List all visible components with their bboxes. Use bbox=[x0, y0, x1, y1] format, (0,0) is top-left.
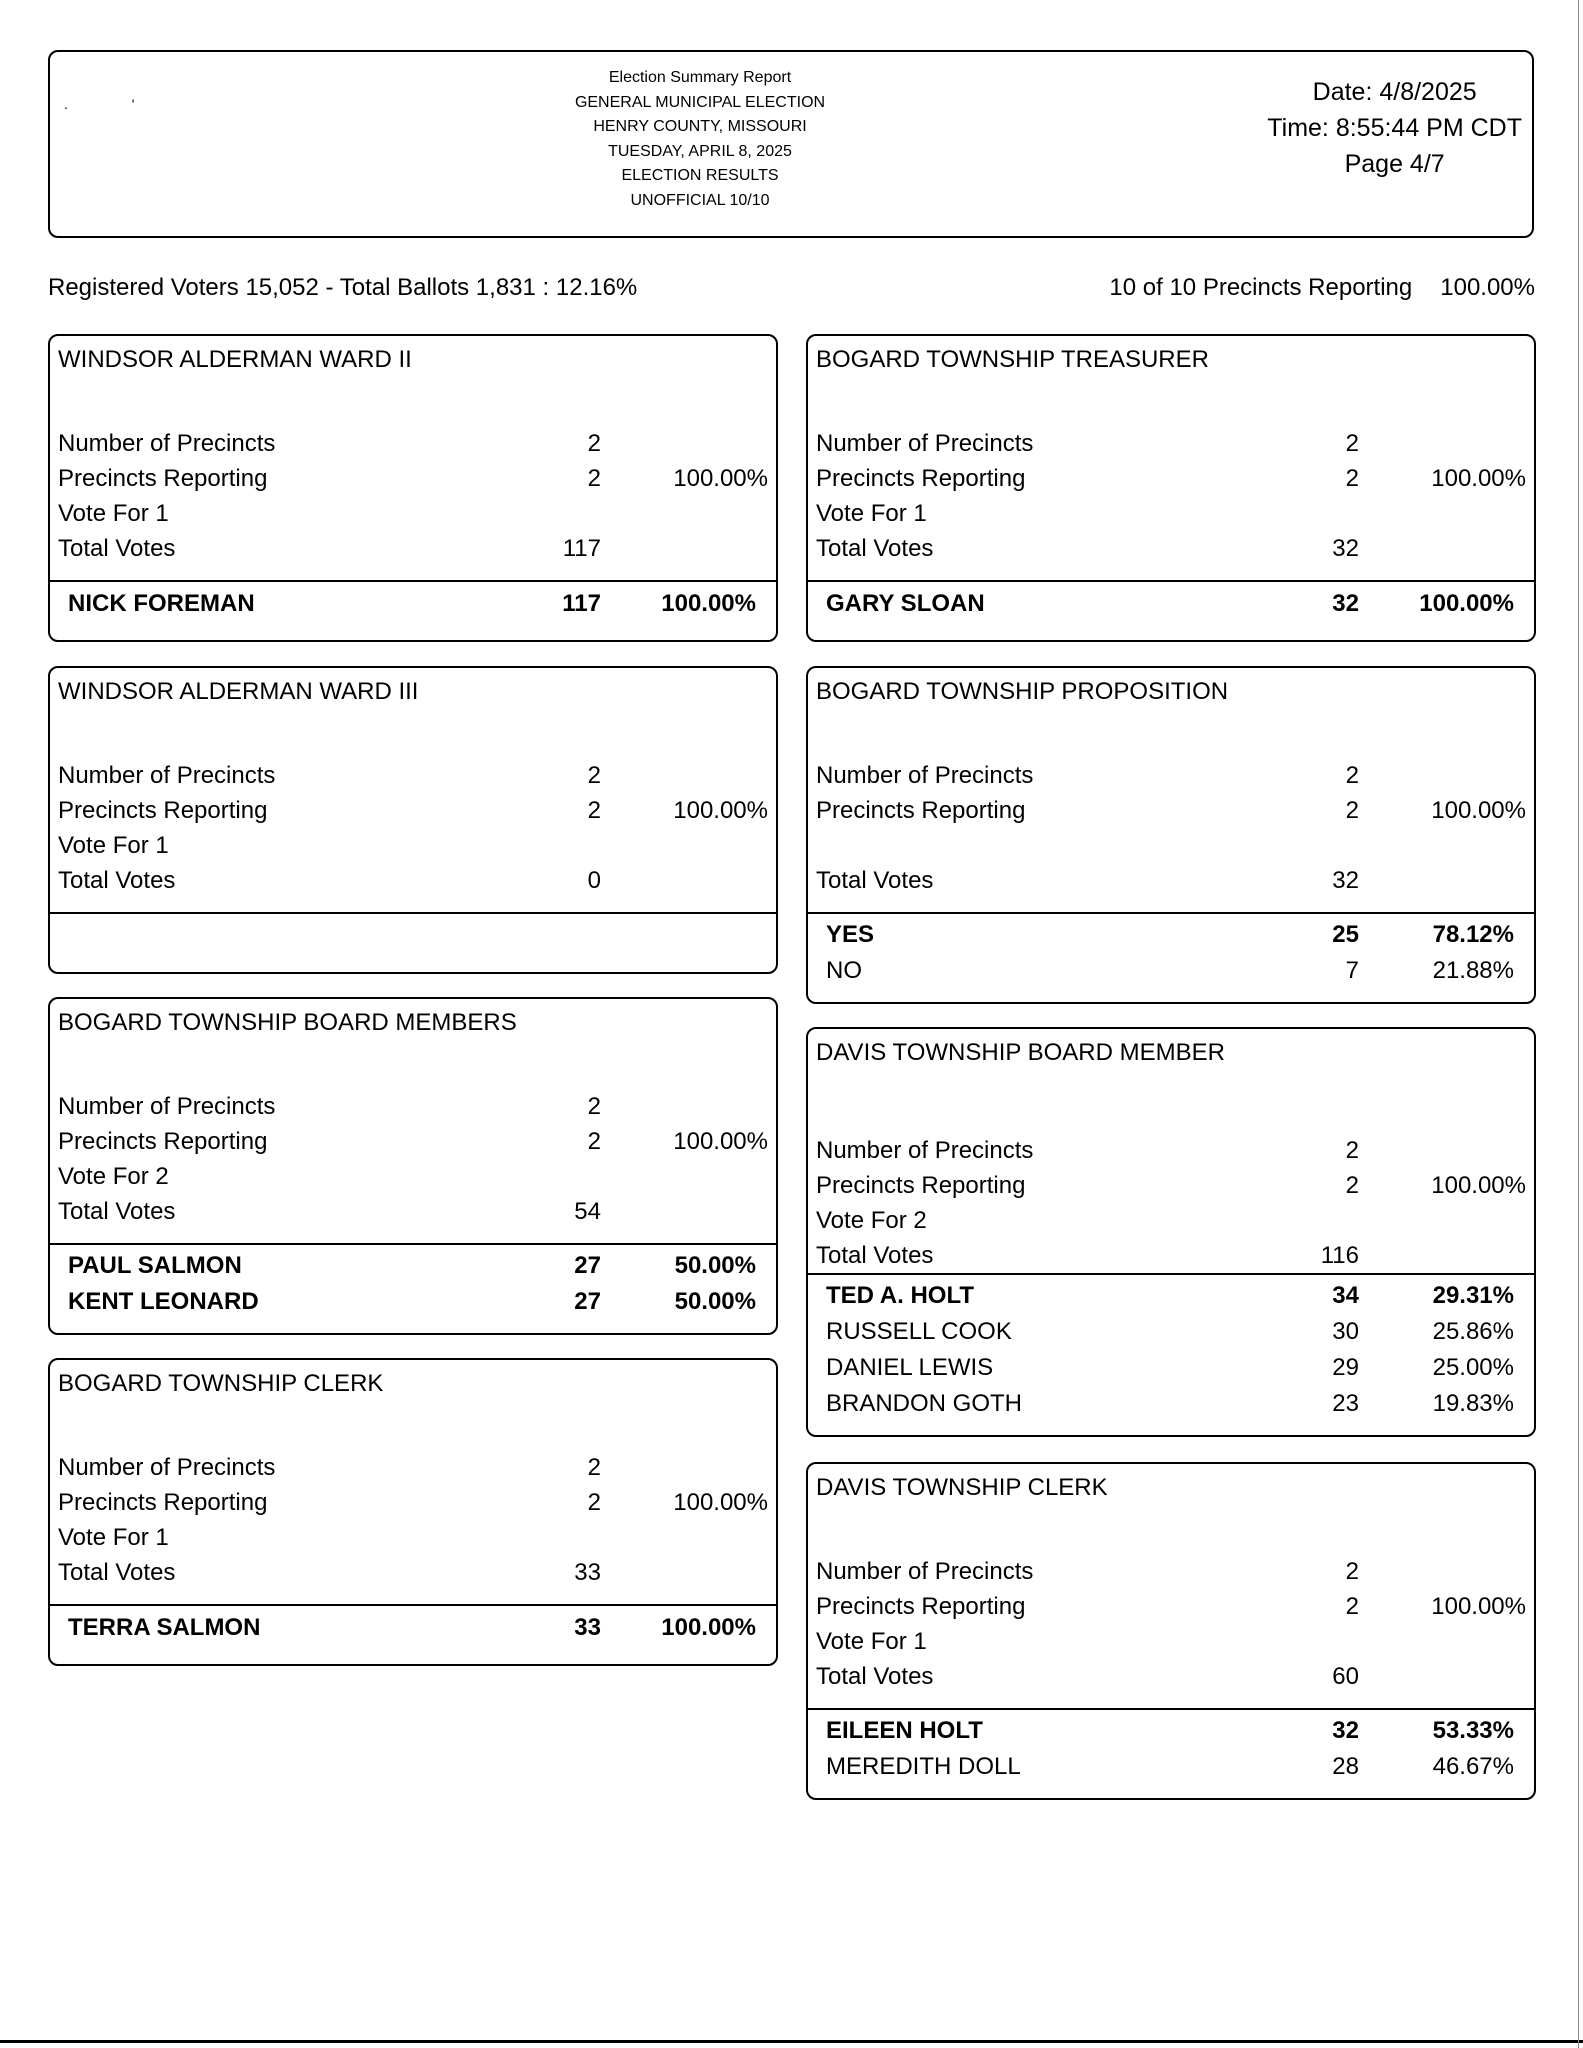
race-title: WINDSOR ALDERMAN WARD III bbox=[58, 678, 419, 705]
race-title: WINDSOR ALDERMAN WARD II bbox=[58, 346, 412, 373]
race-divider bbox=[50, 912, 776, 914]
total-votes-label: Total Votes bbox=[816, 1663, 934, 1690]
num-precincts-label: Number of Precincts bbox=[816, 1558, 1034, 1585]
precincts-reporting-value: 2 bbox=[587, 797, 601, 824]
candidate-row bbox=[50, 1284, 776, 1320]
total-votes-value: 32 bbox=[1332, 535, 1359, 562]
total-votes-row bbox=[808, 1659, 1534, 1694]
total-votes-label: Total Votes bbox=[816, 1242, 934, 1269]
candidate-name: TERRA SALMON bbox=[68, 1614, 261, 1641]
candidate-pct: 25.00% bbox=[1432, 1354, 1514, 1381]
report-title: Election Summary Report bbox=[608, 69, 792, 86]
election-name: GENERAL MUNICIPAL ELECTION bbox=[574, 93, 826, 111]
precincts-reporting-row bbox=[808, 1168, 1534, 1203]
num-precincts-value: 2 bbox=[587, 762, 601, 789]
precincts-reporting-pct: 100.00% bbox=[1431, 1172, 1526, 1199]
race-stats bbox=[808, 1133, 1534, 1273]
total-votes-label: Total Votes bbox=[58, 535, 176, 562]
precincts-summary bbox=[1109, 274, 1535, 302]
total-votes-value: 32 bbox=[1332, 867, 1359, 894]
precincts-reporting-row bbox=[50, 793, 776, 828]
candidate-name: PAUL SALMON bbox=[68, 1252, 242, 1279]
race-box bbox=[48, 997, 778, 1335]
race-box bbox=[806, 334, 1536, 642]
precincts-reporting-value: 2 bbox=[1345, 1172, 1359, 1199]
candidate-name: RUSSELL COOK bbox=[826, 1318, 1012, 1345]
candidate-pct: 46.67% bbox=[1432, 1753, 1514, 1780]
candidate-name: TED A. HOLT bbox=[826, 1282, 974, 1309]
precincts-reporting-value: 2 bbox=[1345, 465, 1359, 492]
precincts-reporting-row bbox=[50, 1124, 776, 1159]
candidate-votes: 117 bbox=[562, 590, 601, 617]
vote-for-label: Vote For 1 bbox=[58, 1524, 169, 1551]
candidate-votes: 32 bbox=[1332, 590, 1359, 617]
total-votes-row bbox=[50, 863, 776, 898]
num-precincts-row bbox=[808, 1554, 1534, 1589]
num-precincts-row bbox=[50, 1089, 776, 1124]
race-box bbox=[48, 1358, 778, 1666]
results-label: ELECTION RESULTS bbox=[621, 167, 779, 184]
candidate-pct: 53.33% bbox=[1432, 1717, 1514, 1744]
candidate-list bbox=[808, 1713, 1534, 1785]
precincts-reporting-text: 10 of 10 Precincts Reporting bbox=[1109, 274, 1413, 301]
race-divider bbox=[808, 1273, 1534, 1275]
num-precincts-row bbox=[808, 1133, 1534, 1168]
total-votes-row bbox=[50, 531, 776, 566]
total-votes-row bbox=[50, 1555, 776, 1590]
vote-for-row bbox=[50, 496, 776, 531]
candidate-row bbox=[808, 1350, 1534, 1386]
race-stats bbox=[50, 1089, 776, 1229]
num-precincts-label: Number of Precincts bbox=[816, 430, 1034, 457]
candidate-pct: 100.00% bbox=[1419, 590, 1514, 617]
num-precincts-row bbox=[50, 758, 776, 793]
candidate-name: KENT LEONARD bbox=[68, 1288, 259, 1315]
total-votes-label: Total Votes bbox=[58, 1198, 176, 1225]
precincts-reporting-label: Precincts Reporting bbox=[816, 465, 1026, 492]
num-precincts-label: Number of Precincts bbox=[58, 1093, 276, 1120]
vote-for-row bbox=[808, 828, 1534, 863]
election-date: TUESDAY, APRIL 8, 2025 bbox=[608, 142, 792, 160]
candidate-list bbox=[808, 1278, 1534, 1422]
candidate-list bbox=[50, 1248, 776, 1320]
precincts-reporting-pct: 100.00% bbox=[673, 465, 768, 492]
race-divider bbox=[50, 1604, 776, 1606]
candidate-list bbox=[808, 586, 1534, 622]
candidate-name: NO bbox=[826, 957, 862, 984]
race-divider bbox=[50, 580, 776, 582]
report-header bbox=[48, 50, 1534, 238]
race-box bbox=[806, 666, 1536, 1004]
candidate-votes: 30 bbox=[1332, 1318, 1359, 1345]
candidate-name: YES bbox=[826, 921, 875, 948]
race-box bbox=[48, 334, 778, 642]
num-precincts-value: 2 bbox=[587, 430, 601, 457]
num-precincts-value: 2 bbox=[587, 1093, 601, 1120]
precincts-reporting-pct: 100.00% bbox=[673, 797, 768, 824]
total-votes-value: 33 bbox=[574, 1559, 601, 1586]
candidate-name: NICK FOREMAN bbox=[68, 590, 255, 617]
precincts-reporting-pct: 100.00% bbox=[673, 1489, 768, 1516]
race-divider bbox=[808, 580, 1534, 582]
num-precincts-value: 2 bbox=[587, 1454, 601, 1481]
race-title: DAVIS TOWNSHIP CLERK bbox=[816, 1474, 1108, 1501]
candidate-pct: 50.00% bbox=[674, 1252, 756, 1279]
precincts-reporting-pct: 100.00% bbox=[1431, 1593, 1526, 1620]
vote-for-row bbox=[50, 1159, 776, 1194]
precincts-reporting-pct: 100.00% bbox=[1440, 274, 1535, 301]
num-precincts-label: Number of Precincts bbox=[58, 430, 276, 457]
precincts-reporting-label: Precincts Reporting bbox=[58, 1128, 268, 1155]
candidate-pct: 29.31% bbox=[1432, 1282, 1514, 1309]
candidate-name: MEREDITH DOLL bbox=[826, 1753, 1021, 1780]
race-title: BOGARD TOWNSHIP PROPOSITION bbox=[816, 678, 1229, 705]
candidate-row bbox=[50, 1610, 776, 1646]
vote-for-row bbox=[50, 1520, 776, 1555]
precincts-reporting-pct: 100.00% bbox=[1431, 465, 1526, 492]
num-precincts-row bbox=[50, 426, 776, 461]
candidate-row bbox=[808, 953, 1534, 989]
page-edge-line bbox=[1578, 0, 1579, 2048]
candidate-votes: 33 bbox=[574, 1614, 601, 1641]
race-title: BOGARD TOWNSHIP TREASURER bbox=[816, 346, 1209, 373]
race-title: BOGARD TOWNSHIP BOARD MEMBERS bbox=[58, 1009, 517, 1036]
num-precincts-row bbox=[808, 426, 1534, 461]
candidate-row bbox=[808, 917, 1534, 953]
candidate-list bbox=[808, 917, 1534, 989]
vote-for-label: Vote For 1 bbox=[816, 1628, 927, 1655]
candidate-votes: 27 bbox=[574, 1252, 601, 1279]
candidate-row bbox=[50, 586, 776, 622]
precincts-reporting-row bbox=[808, 1589, 1534, 1624]
candidate-votes: 29 bbox=[1332, 1354, 1359, 1381]
candidate-row bbox=[808, 1386, 1534, 1422]
total-votes-value: 116 bbox=[1320, 1242, 1359, 1269]
vote-for-row bbox=[50, 828, 776, 863]
report-title-block bbox=[490, 66, 910, 213]
race-stats bbox=[808, 426, 1534, 566]
candidate-name: GARY SLOAN bbox=[826, 590, 985, 617]
page-bottom-rule bbox=[0, 2040, 1583, 2043]
precincts-reporting-pct: 100.00% bbox=[1431, 797, 1526, 824]
race-divider bbox=[50, 1243, 776, 1245]
total-votes-value: 60 bbox=[1332, 1663, 1359, 1690]
candidate-name: DANIEL LEWIS bbox=[826, 1354, 994, 1381]
race-box bbox=[806, 1462, 1536, 1800]
num-precincts-label: Number of Precincts bbox=[816, 762, 1034, 789]
candidate-votes: 32 bbox=[1332, 1717, 1359, 1744]
precincts-reporting-row bbox=[50, 1485, 776, 1520]
official-status: UNOFFICIAL 10/10 bbox=[630, 191, 770, 209]
total-votes-label: Total Votes bbox=[816, 867, 934, 894]
candidate-pct: 100.00% bbox=[661, 1614, 756, 1641]
race-divider bbox=[808, 912, 1534, 914]
total-votes-row bbox=[50, 1194, 776, 1229]
candidate-name: BRANDON GOTH bbox=[826, 1390, 1023, 1417]
county-name: HENRY COUNTY, MISSOURI bbox=[593, 118, 807, 135]
num-precincts-row bbox=[50, 1450, 776, 1485]
candidate-name: EILEEN HOLT bbox=[826, 1717, 983, 1744]
candidate-row bbox=[808, 1278, 1534, 1314]
candidate-row bbox=[808, 1314, 1534, 1350]
precincts-reporting-row bbox=[50, 461, 776, 496]
candidate-row bbox=[50, 1248, 776, 1284]
race-box bbox=[48, 666, 778, 974]
vote-for-label: Vote For 1 bbox=[58, 832, 169, 859]
num-precincts-row bbox=[808, 758, 1534, 793]
candidate-list bbox=[50, 1610, 776, 1646]
voter-summary: Registered Voters 15,052 - Total Ballots 1,831 : 12.16% bbox=[48, 274, 638, 301]
num-precincts-label: Number of Precincts bbox=[58, 1454, 276, 1481]
num-precincts-value: 2 bbox=[1345, 762, 1359, 789]
race-title: DAVIS TOWNSHIP BOARD MEMBER bbox=[816, 1039, 1225, 1066]
race-stats bbox=[50, 426, 776, 566]
race-stats bbox=[808, 1554, 1534, 1694]
precincts-reporting-value: 2 bbox=[587, 465, 601, 492]
report-time: Time: 8:55:44 PM CDT bbox=[1267, 114, 1522, 142]
total-votes-row bbox=[808, 1238, 1534, 1273]
race-box bbox=[806, 1027, 1536, 1437]
precincts-reporting-row bbox=[808, 793, 1534, 828]
num-precincts-label: Number of Precincts bbox=[58, 762, 276, 789]
precincts-reporting-label: Precincts Reporting bbox=[816, 1593, 1026, 1620]
race-title: BOGARD TOWNSHIP CLERK bbox=[58, 1370, 384, 1397]
page-number: Page 4/7 bbox=[1344, 150, 1445, 178]
candidate-row bbox=[808, 1713, 1534, 1749]
total-votes-row bbox=[808, 531, 1534, 566]
candidate-votes: 34 bbox=[1332, 1282, 1359, 1309]
vote-for-row bbox=[808, 496, 1534, 531]
candidate-pct: 21.88% bbox=[1432, 957, 1514, 984]
stray-marks: . ' bbox=[64, 96, 165, 112]
precincts-reporting-value: 2 bbox=[587, 1128, 601, 1155]
precincts-reporting-row bbox=[808, 461, 1534, 496]
candidate-pct: 19.83% bbox=[1432, 1390, 1514, 1417]
total-votes-label: Total Votes bbox=[58, 867, 176, 894]
candidate-pct: 25.86% bbox=[1432, 1318, 1514, 1345]
precincts-reporting-label: Precincts Reporting bbox=[58, 797, 268, 824]
vote-for-label: Vote For 1 bbox=[816, 500, 927, 527]
precincts-reporting-label: Precincts Reporting bbox=[816, 797, 1026, 824]
precincts-reporting-value: 2 bbox=[1345, 797, 1359, 824]
num-precincts-value: 2 bbox=[1345, 1137, 1359, 1164]
candidate-row bbox=[808, 1749, 1534, 1785]
candidate-row bbox=[808, 586, 1534, 622]
race-stats bbox=[50, 758, 776, 898]
total-votes-row bbox=[808, 863, 1534, 898]
num-precincts-value: 2 bbox=[1345, 430, 1359, 457]
race-stats bbox=[808, 758, 1534, 898]
precincts-reporting-value: 2 bbox=[1345, 1593, 1359, 1620]
total-votes-value: 54 bbox=[574, 1198, 601, 1225]
candidate-pct: 78.12% bbox=[1432, 921, 1514, 948]
vote-for-label: Vote For 2 bbox=[816, 1207, 927, 1234]
candidate-votes: 25 bbox=[1332, 921, 1359, 948]
precincts-reporting-label: Precincts Reporting bbox=[58, 465, 268, 492]
candidate-pct: 100.00% bbox=[661, 590, 756, 617]
num-precincts-value: 2 bbox=[1345, 1558, 1359, 1585]
vote-for-row bbox=[808, 1624, 1534, 1659]
precincts-reporting-pct: 100.00% bbox=[673, 1128, 768, 1155]
total-votes-label: Total Votes bbox=[816, 535, 934, 562]
vote-for-label: Vote For 1 bbox=[58, 500, 169, 527]
precincts-reporting-value: 2 bbox=[587, 1489, 601, 1516]
race-divider bbox=[808, 1708, 1534, 1710]
total-votes-value: 0 bbox=[587, 867, 601, 894]
candidate-pct: 50.00% bbox=[674, 1288, 756, 1315]
precincts-reporting-label: Precincts Reporting bbox=[58, 1489, 268, 1516]
report-meta bbox=[1267, 74, 1522, 182]
total-votes-value: 117 bbox=[562, 535, 601, 562]
num-precincts-label: Number of Precincts bbox=[816, 1137, 1034, 1164]
candidate-votes: 7 bbox=[1345, 957, 1359, 984]
candidate-votes: 28 bbox=[1332, 1753, 1359, 1780]
precincts-reporting-label: Precincts Reporting bbox=[816, 1172, 1026, 1199]
candidate-votes: 23 bbox=[1332, 1390, 1359, 1417]
vote-for-row bbox=[808, 1203, 1534, 1238]
total-votes-label: Total Votes bbox=[58, 1559, 176, 1586]
candidate-list bbox=[50, 586, 776, 622]
candidate-votes: 27 bbox=[574, 1288, 601, 1315]
report-date: Date: 4/8/2025 bbox=[1312, 78, 1477, 106]
vote-for-label: Vote For 2 bbox=[58, 1163, 169, 1190]
race-stats bbox=[50, 1450, 776, 1590]
